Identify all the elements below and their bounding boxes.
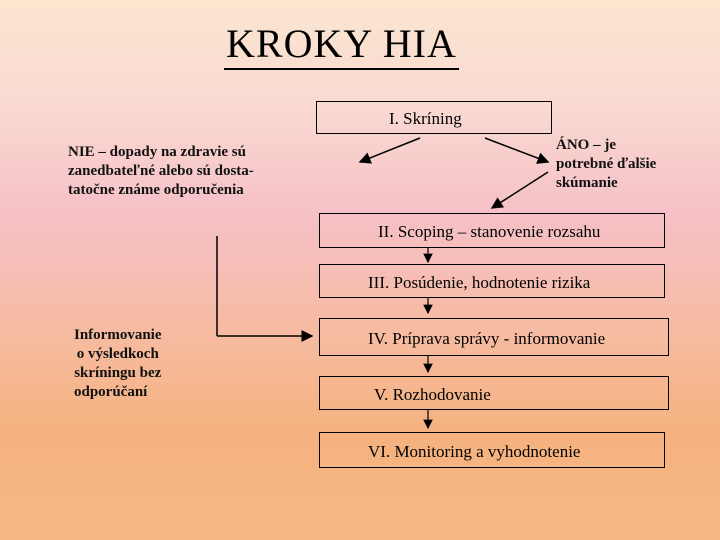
step-assessment: [319, 264, 665, 298]
yes-branch-line-3: skúmanie: [556, 175, 618, 191]
step-monitoring: [319, 432, 665, 468]
yes-branch-note: [556, 136, 656, 193]
step-decision-label: V. Rozhodovanie: [374, 385, 491, 404]
inform-line-2: o výsledkoch: [76, 346, 159, 362]
step-screening-label: I. Skríning: [389, 109, 462, 128]
step-assessment-label: III. Posúdenie, hodnotenie rizika: [368, 273, 591, 292]
step-scoping-label: II. Scoping – stanovenie rozsahu: [378, 222, 601, 241]
arrow-to-no: [360, 138, 420, 162]
inform-line-3: skríningu bez: [74, 365, 162, 381]
no-branch-note: [68, 143, 254, 200]
step-scoping: [319, 213, 665, 248]
arrow-yes-to-scoping: [492, 172, 548, 208]
yes-branch-line-1: ÁNO – je: [556, 137, 616, 153]
inform-line-4: odporúčaní: [74, 384, 148, 400]
arrow-to-yes: [485, 138, 548, 162]
no-branch-line-1: NIE – dopady na zdravie sú: [68, 144, 246, 160]
step-monitoring-label: VI. Monitoring a vyhodnotenie: [368, 442, 581, 461]
step-report: [319, 318, 669, 356]
step-decision: [319, 376, 669, 410]
step-screening: [316, 101, 552, 134]
yes-branch-line-2: potrebné ďalšie: [556, 156, 657, 172]
no-branch-line-2: zanedbateľné alebo sú dosta-: [68, 163, 254, 179]
page-title: KROKY HIA: [224, 22, 459, 70]
no-branch-line-3: tatočne známe odporučenia: [68, 182, 244, 198]
inform-line-1: Informovanie: [74, 327, 162, 343]
step-report-label: IV. Príprava správy - informovanie: [368, 329, 606, 348]
inform-note: [74, 326, 162, 402]
